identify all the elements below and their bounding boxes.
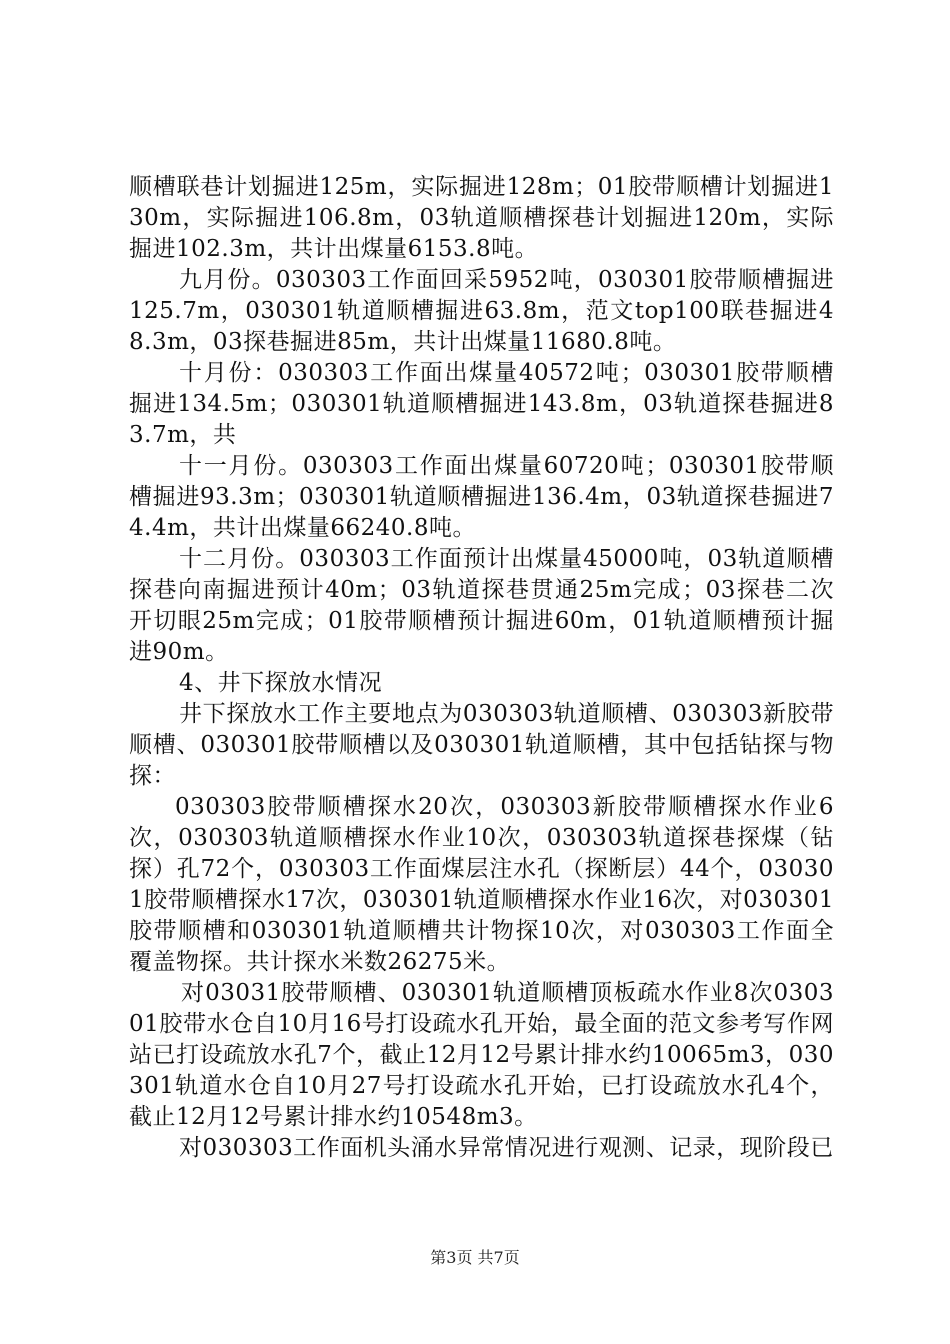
paragraph-november: 十一月份。030303工作面出煤量60720吨；030301胶带顺槽掘进93.3m；030301轨道顺槽掘进136.4m，03轨道探巷掘进74.4m，共计出煤量66240.8吨。 xyxy=(129,453,834,541)
paragraph-observation: 对030303工作面机头涌水异常情况进行观测、记录，现阶段已 xyxy=(179,1135,834,1161)
paragraph-september: 九月份。030303工作面回采5952吨，030301胶带顺槽掘进125.7m，030301轨道顺槽掘进63.8m，范文top100联巷掘进48.3m，03探巷掘进85m，共计出煤量11680.8吨。 xyxy=(129,267,834,355)
paragraph-drainage: 对03031胶带顺槽、030301轨道顺槽顶板疏水作业8次030301胶带水仓自10月16号打设疏水孔开始，最全面的范文参考写作网站已打设疏放水孔7个，截止12月12号累计排水约10065m3，030301轨道水仓自10月27号打设疏水孔开始，已打设疏放水孔4个，截止12月12号累计排水约10548m3。 xyxy=(129,980,834,1130)
page-footer: 第3页 共7页 xyxy=(430,1248,520,1267)
section-heading-water-exploration: 4、井下探放水情况 xyxy=(179,670,383,696)
paragraph-october: 十月份：030303工作面出煤量40572吨；030301胶带顺槽掘进134.5m；030301轨道顺槽掘进143.8m，03轨道探巷掘进83.7m，共 xyxy=(129,360,834,448)
paragraph-december: 十二月份。030303工作面预计出煤量45000吨，03轨道顺槽探巷向南掘进预计40m；03轨道探巷贯通25m完成；03探巷二次开切眼25m完成；01胶带顺槽预计掘进60m，01轨道顺槽预计掘进90m。 xyxy=(129,546,834,665)
paragraph-water-exploration-locations: 井下探放水工作主要地点为030303轨道顺槽、030303新胶带顺槽、030301胶带顺槽以及030301轨道顺槽，其中包括钻探与物探： xyxy=(129,701,834,789)
document-body xyxy=(129,172,834,1164)
paragraph-water-exploration-counts: 030303胶带顺槽探水20次，030303新胶带顺槽探水作业6次，030303轨道顺槽探水作业10次，030303轨道探巷探煤（钻探）孔72个，030303工作面煤层注水孔（探断层）44个，030301胶带顺槽探水17次，030301轨道顺槽探水作业16次，对030301胶带顺槽和030301轨道顺槽共计物探10次，对030303工作面全覆盖物探。共计探水米数26275米。 xyxy=(129,794,834,975)
paragraph-continuation: 顺槽联巷计划掘进125m，实际掘进128m；01胶带顺槽计划掘进130m，实际掘进106.8m，03轨道顺槽探巷计划掘进120m，实际掘进102.3m，共计出煤量6153.8吨。 xyxy=(129,174,834,262)
